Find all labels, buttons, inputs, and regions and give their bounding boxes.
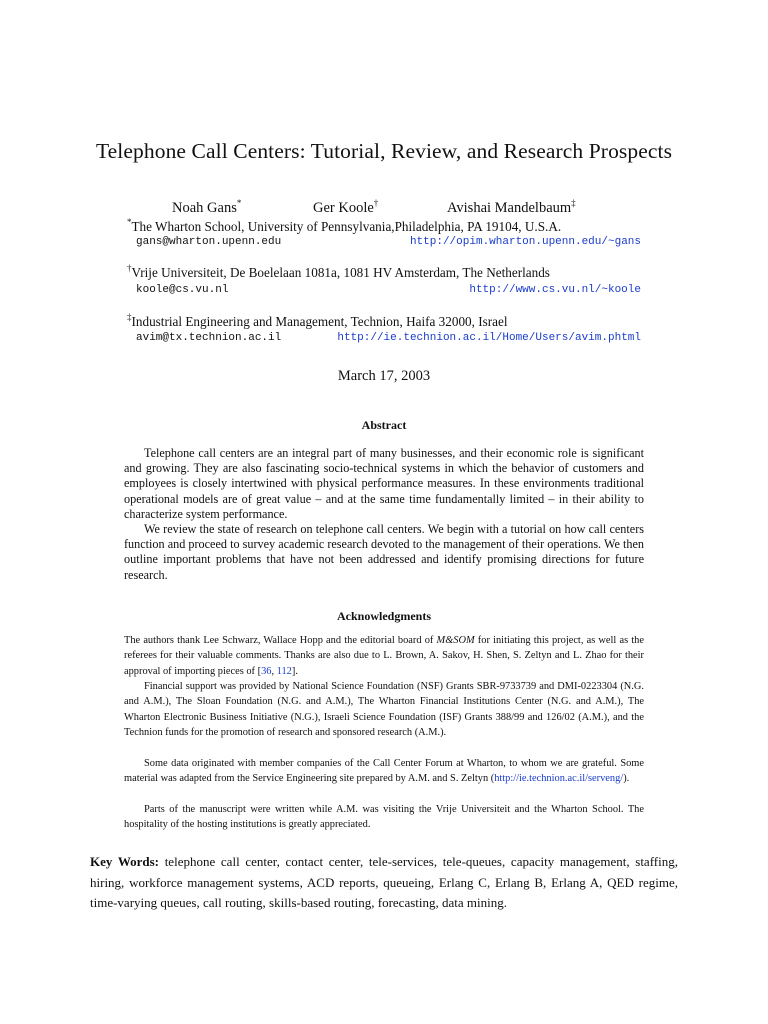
publication-date: March 17, 2003 xyxy=(337,368,431,384)
journal-name: M&SOM xyxy=(436,635,475,646)
author-koole: Ger Koole† xyxy=(313,198,379,216)
abstract-paragraph: We review the state of research on telephone call centers. We begin with a tutorial on how call centers function and proceed to survey academic research devoted to the management of their operations. We then outline important problems that have not been addressed and identify promising directions for future research. xyxy=(124,522,644,582)
keywords-label: Key Words: xyxy=(90,854,160,869)
url-koole[interactable]: http://www.cs.vu.nl/~koole xyxy=(469,284,641,296)
email-gans[interactable]: gans@wharton.upenn.edu xyxy=(136,236,282,248)
email-koole[interactable]: koole@cs.vu.nl xyxy=(136,284,229,296)
affiliation-contact-row xyxy=(136,236,641,251)
citation-link[interactable]: 112 xyxy=(276,665,292,677)
service-engineering-link[interactable]: http://ie.technion.ac.il/serveng/ xyxy=(494,773,624,785)
affiliation-contact-row xyxy=(136,332,641,347)
acknowledgments-paragraph: Financial support was provided by National Science Foundation (NSF) Grants SBR-9733739 and DMI-0223304 (N.G. and A.M.), The Sloan Foundation (N.G. and A.M.), The Wharton Financial Institutions Center (N.G. and A.M.), The Wharton Electronic Business Initiative (N.G.), Israeli Science Foundation (ISF) Grants 388/99 and 126/02 (A.M.), and the Technion funds for the promotion of research and sponsored research (A.M.). xyxy=(124,681,644,739)
paper-title: Telephone Call Centers: Tutorial, Review, and Research Prospects xyxy=(95,139,673,163)
citation-link[interactable]: 36 xyxy=(261,665,272,677)
acknowledgments-paragraph: Parts of the manuscript were written while A.M. was visiting the Vrije Universiteit and the Wharton School. The hospitality of the hosting institutions is greatly appreciated. xyxy=(124,804,644,831)
acknowledgments-heading: Acknowledgments xyxy=(336,609,431,623)
acknowledgments-paragraph: Some data originated with member companies of the Call Center Forum at Wharton, to whom we are grateful. Some material was adapted from the Service Engineering site prepared by A.M. and S. Zeltyn (http://ie.technion.ac.il/serveng/). xyxy=(124,758,644,785)
affiliation-vrije: †Vrije Universiteit, De Boelelaan 1081a, 1081 HV Amsterdam, The Netherlands xyxy=(127,263,550,280)
affiliation-contact-row xyxy=(136,284,641,299)
abstract-heading: Abstract xyxy=(361,418,407,432)
url-gans[interactable]: http://opim.wharton.upenn.edu/~gans xyxy=(409,236,641,248)
author-gans: Noah Gans* xyxy=(172,198,242,216)
keywords-text: telephone call center, contact center, tele-services, tele-queues, capacity management, staffing, hiring, workforce management systems, ACD reports, queueing, Erlang C, Erlang B, Erlang A, QED regime, time-varying queues, call routing, skills-based routing, forecasting, data mining. xyxy=(90,854,678,910)
affiliation-technion: ‡Industrial Engineering and Management, Technion, Haifa 32000, Israel xyxy=(127,312,508,329)
keywords xyxy=(90,852,678,914)
url-mandelbaum[interactable]: http://ie.technion.ac.il/Home/Users/avim.phtml xyxy=(337,332,641,344)
acknowledgments-paragraph: The authors thank Lee Schwarz, Wallace Hopp and the editorial board of M&SOM for initiating this project, as well as the referees for their valuable comments. Thanks are also due to L. Brown, A. Sakov, H. Shen, S. Zeltyn and L. Zhao for their approval of importing pieces of [36, 112]. xyxy=(124,635,644,677)
author-mandelbaum: Avishai Mandelbaum‡ xyxy=(447,198,576,216)
abstract-paragraph: Telephone call centers are an integral part of many businesses, and their economic role is significant and growing. They are also fascinating socio-technical systems in which the behavior of customers and employees is closely intertwined with physical performance measures. In these environments traditional operational models are of great value – and at the same time fundamentally limited – in their ability to characterize system performance. xyxy=(124,446,644,521)
email-mandelbaum[interactable]: avim@tx.technion.ac.il xyxy=(136,332,282,344)
affiliation-wharton: *The Wharton School, University of Pennsylvania,Philadelphia, PA 19104, U.S.A. xyxy=(127,217,562,234)
